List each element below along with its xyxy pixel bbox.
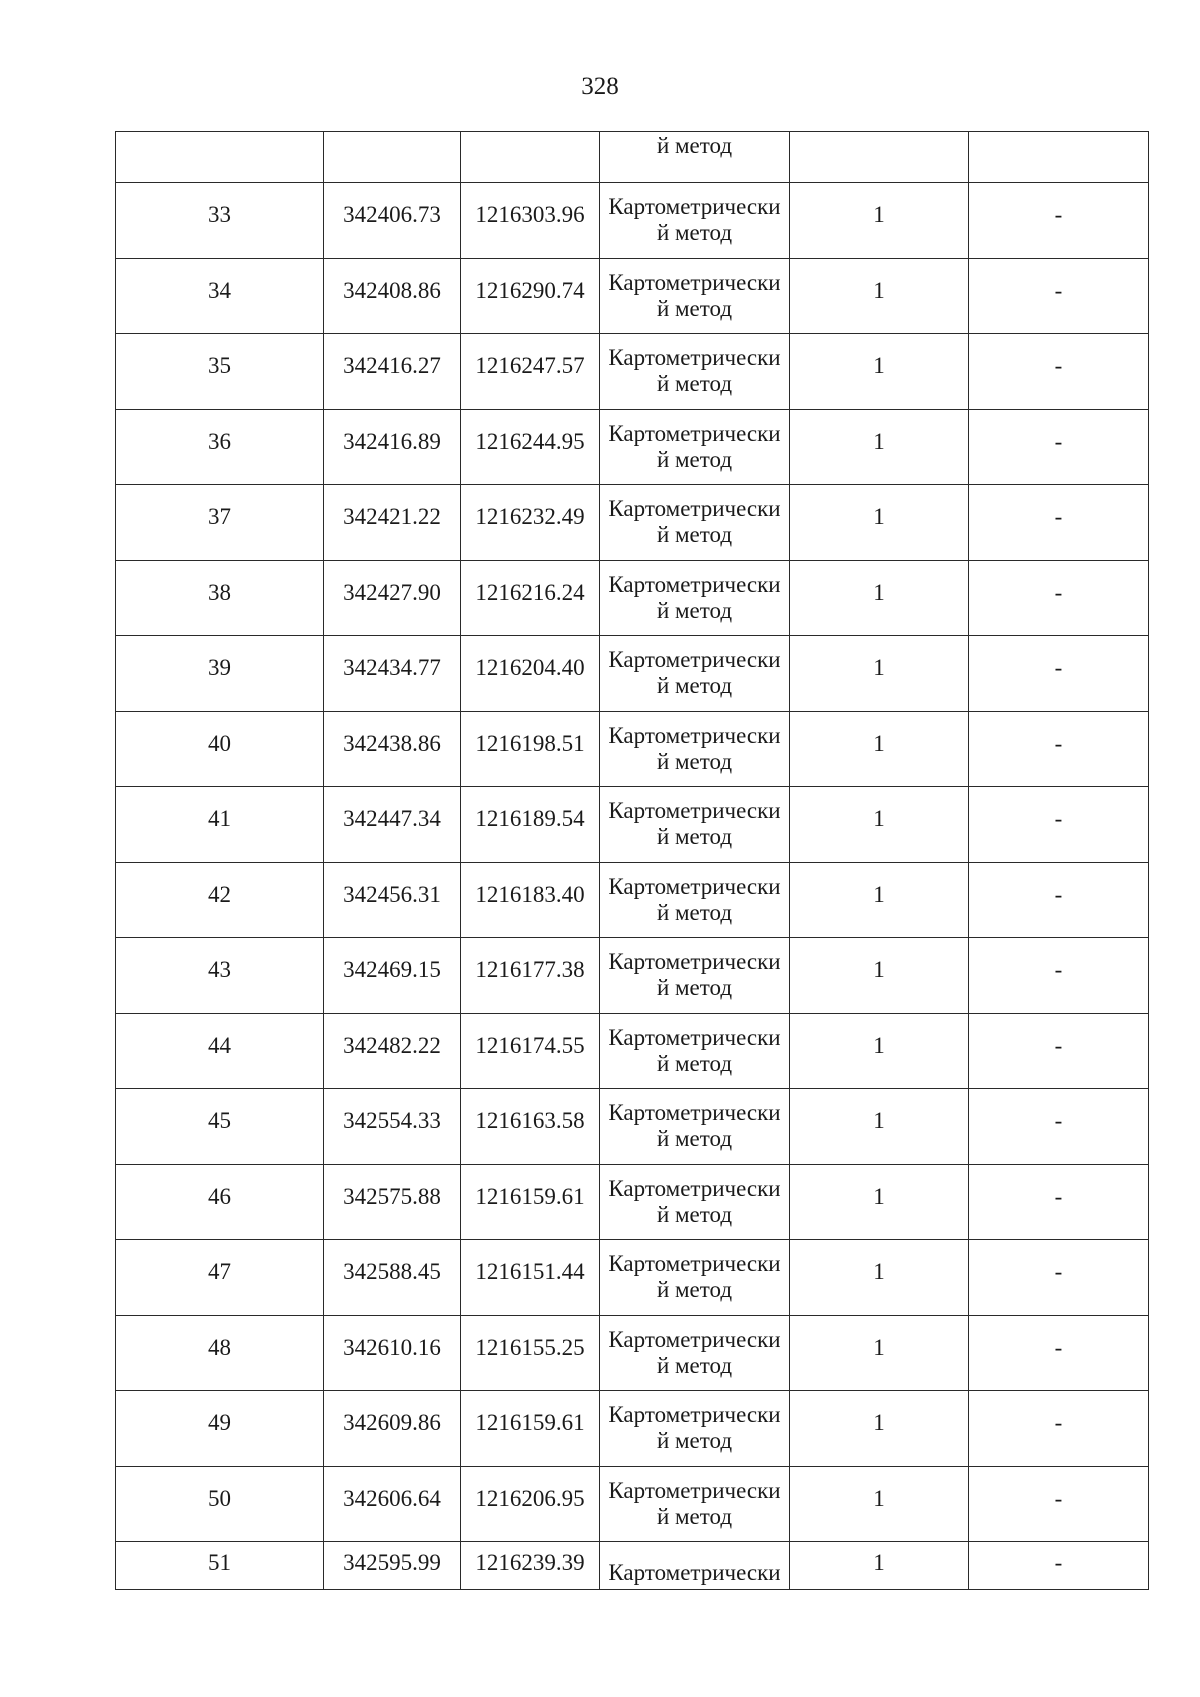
x-coordinate-cell: 342447.34 (324, 787, 461, 863)
y-coordinate-cell: 1216159.61 (461, 1391, 600, 1467)
note-cell: - (969, 409, 1149, 485)
note-cell: - (969, 183, 1149, 259)
table-row-last (116, 1542, 1149, 1590)
accuracy-cell: 1 (790, 711, 969, 787)
accuracy-cell: 1 (790, 862, 969, 938)
y-coordinate-cell: 1216155.25 (461, 1315, 600, 1391)
method-text-line1: Картометрически (608, 571, 781, 597)
method-text-line2: й метод (656, 133, 733, 158)
y-coordinate-cell: 1216151.44 (461, 1240, 600, 1316)
note-cell: - (969, 1391, 1149, 1467)
note-cell: - (969, 938, 1149, 1014)
table-row (116, 862, 1149, 938)
table-row (116, 1164, 1149, 1240)
note-cell: - (969, 334, 1149, 410)
y-coordinate-cell: 1216204.40 (461, 636, 600, 712)
y-coordinate-cell: 1216206.95 (461, 1466, 600, 1542)
method-cell (600, 183, 790, 259)
method-cell (600, 1089, 790, 1165)
x-coordinate-cell: 342408.86 (324, 258, 461, 334)
method-text-line1: Картометрически (608, 269, 781, 295)
method-cell (600, 258, 790, 334)
method-text-line1: Картометрически (608, 873, 781, 899)
point-number-cell: 43 (116, 938, 324, 1014)
table-row (116, 938, 1149, 1014)
method-cell (600, 636, 790, 712)
method-text-line2: й метод (656, 824, 733, 850)
accuracy-cell: 1 (790, 1466, 969, 1542)
y-coordinate-cell: 1216177.38 (461, 938, 600, 1014)
table-row (116, 1240, 1149, 1316)
method-text-line2: й метод (656, 295, 733, 321)
accuracy-cell: 1 (790, 1542, 969, 1590)
method-text-line1: Картометрически (608, 194, 781, 220)
note-cell: - (969, 1164, 1149, 1240)
y-coordinate-cell: 1216189.54 (461, 787, 600, 863)
x-coordinate-cell: 342456.31 (324, 862, 461, 938)
table-row (116, 1315, 1149, 1391)
x-coordinate-cell: 342609.86 (324, 1391, 461, 1467)
y-coordinate-cell: 1216290.74 (461, 258, 600, 334)
method-text-line2: й метод (656, 371, 733, 397)
point-number-cell: 48 (116, 1315, 324, 1391)
y-coordinate-cell: 1216244.95 (461, 409, 600, 485)
point-number-cell: 35 (116, 334, 324, 410)
point-number-cell: 36 (116, 409, 324, 485)
method-cell (600, 1164, 790, 1240)
method-text-line1: Картометрически (608, 1402, 781, 1428)
method-cell (600, 1391, 790, 1467)
accuracy-cell: 1 (790, 183, 969, 259)
accuracy-cell: 1 (790, 560, 969, 636)
method-cell (600, 862, 790, 938)
accuracy-cell: 1 (790, 1089, 969, 1165)
accuracy-cell: 1 (790, 258, 969, 334)
accuracy-cell: 1 (790, 334, 969, 410)
note-cell: - (969, 1089, 1149, 1165)
point-number-cell: 37 (116, 485, 324, 561)
accuracy-cell: 1 (790, 1164, 969, 1240)
note-cell: - (969, 1542, 1149, 1590)
method-cell (600, 1013, 790, 1089)
method-text-line2: й метод (656, 1050, 733, 1076)
table-row (116, 409, 1149, 485)
x-coordinate-cell: 342610.16 (324, 1315, 461, 1391)
x-coordinate-cell: 342595.99 (324, 1542, 461, 1590)
method-text-line2: й метод (656, 220, 733, 246)
y-coordinate-cell: 1216216.24 (461, 560, 600, 636)
method-cell (600, 787, 790, 863)
method-text-line1: Картометрически (608, 1100, 781, 1126)
accuracy-cell: 1 (790, 787, 969, 863)
point-number-cell: 34 (116, 258, 324, 334)
x-coordinate-cell (324, 132, 461, 183)
accuracy-cell (790, 132, 969, 183)
method-text-line2: й метод (656, 446, 733, 472)
method-text-line1: Картометрически (608, 1477, 781, 1503)
point-number-cell: 41 (116, 787, 324, 863)
method-cell (600, 1315, 790, 1391)
point-number-cell: 44 (116, 1013, 324, 1089)
accuracy-cell: 1 (790, 636, 969, 712)
table-row-continuation (116, 132, 1149, 183)
method-text-line1: Картометрически (608, 420, 781, 446)
table-row (116, 1013, 1149, 1089)
y-coordinate-cell: 1216232.49 (461, 485, 600, 561)
x-coordinate-cell: 342416.27 (324, 334, 461, 410)
table-row (116, 711, 1149, 787)
x-coordinate-cell: 342606.64 (324, 1466, 461, 1542)
method-cell (600, 485, 790, 561)
method-text-line2: й метод (656, 673, 733, 699)
point-number-cell: 45 (116, 1089, 324, 1165)
point-number-cell: 46 (116, 1164, 324, 1240)
x-coordinate-cell: 342554.33 (324, 1089, 461, 1165)
method-cell (600, 1466, 790, 1542)
point-number-cell: 38 (116, 560, 324, 636)
method-text-line2: й метод (656, 1352, 733, 1378)
y-coordinate-cell (461, 132, 600, 183)
table-row (116, 787, 1149, 863)
accuracy-cell: 1 (790, 409, 969, 485)
x-coordinate-cell: 342406.73 (324, 183, 461, 259)
method-text-line1: Картометрически (608, 722, 781, 748)
method-text-line2: й метод (656, 597, 733, 623)
table-row (116, 560, 1149, 636)
method-text-line2: й метод (656, 748, 733, 774)
note-cell: - (969, 1013, 1149, 1089)
point-number-cell: 39 (116, 636, 324, 712)
method-text-line1: Картометрически (608, 1251, 781, 1277)
point-number-cell: 42 (116, 862, 324, 938)
method-text-line1: Картометрически (608, 1175, 781, 1201)
method-cell (600, 560, 790, 636)
table-row (116, 258, 1149, 334)
table-row (116, 1466, 1149, 1542)
method-text-line1: Картометрически (608, 949, 781, 975)
method-text-line2: й метод (656, 522, 733, 548)
method-cell (600, 711, 790, 787)
x-coordinate-cell: 342434.77 (324, 636, 461, 712)
point-number-cell: 50 (116, 1466, 324, 1542)
note-cell: - (969, 711, 1149, 787)
x-coordinate-cell: 342427.90 (324, 560, 461, 636)
note-cell (969, 132, 1149, 183)
method-text-line1: Картометрически (608, 496, 781, 522)
y-coordinate-cell: 1216163.58 (461, 1089, 600, 1165)
method-text-line2: й метод (656, 1126, 733, 1152)
x-coordinate-cell: 342482.22 (324, 1013, 461, 1089)
y-coordinate-cell: 1216198.51 (461, 711, 600, 787)
x-coordinate-cell: 342469.15 (324, 938, 461, 1014)
coordinates-table (115, 131, 1149, 1590)
y-coordinate-cell: 1216303.96 (461, 183, 600, 259)
x-coordinate-cell: 342421.22 (324, 485, 461, 561)
method-text-line1: Картометрически (608, 345, 781, 371)
method-cell (600, 334, 790, 410)
note-cell: - (969, 1240, 1149, 1316)
point-number-cell: 51 (116, 1542, 324, 1590)
y-coordinate-cell: 1216159.61 (461, 1164, 600, 1240)
method-text-line2: й метод (656, 1503, 733, 1529)
method-text-line2: й метод (656, 1428, 733, 1454)
x-coordinate-cell: 342575.88 (324, 1164, 461, 1240)
method-text-line2: й метод (656, 975, 733, 1001)
accuracy-cell: 1 (790, 938, 969, 1014)
note-cell: - (969, 636, 1149, 712)
method-cell (600, 1542, 790, 1590)
method-cell (600, 409, 790, 485)
y-coordinate-cell: 1216174.55 (461, 1013, 600, 1089)
note-cell: - (969, 1315, 1149, 1391)
table-row (116, 485, 1149, 561)
method-text-line2: й метод (656, 1201, 733, 1227)
note-cell: - (969, 1466, 1149, 1542)
method-text-line1: Картометрически (608, 647, 781, 673)
note-cell: - (969, 787, 1149, 863)
page-number: 328 (581, 73, 619, 100)
note-cell: - (969, 258, 1149, 334)
method-text-line1: Картометрически (608, 1326, 781, 1352)
method-text-line1: Картометрически (608, 798, 781, 824)
table-row (116, 1089, 1149, 1165)
x-coordinate-cell: 342588.45 (324, 1240, 461, 1316)
accuracy-cell: 1 (790, 1240, 969, 1316)
y-coordinate-cell: 1216247.57 (461, 334, 600, 410)
method-cell (600, 938, 790, 1014)
point-number-cell (116, 132, 324, 183)
method-text-line1: Картометрически (608, 1560, 781, 1585)
accuracy-cell: 1 (790, 485, 969, 561)
accuracy-cell: 1 (790, 1391, 969, 1467)
method-cell (600, 1240, 790, 1316)
table-row (116, 183, 1149, 259)
table-row (116, 636, 1149, 712)
method-text-line2: й метод (656, 1277, 733, 1303)
point-number-cell: 40 (116, 711, 324, 787)
y-coordinate-cell: 1216183.40 (461, 862, 600, 938)
point-number-cell: 47 (116, 1240, 324, 1316)
coordinates-table-body (116, 132, 1149, 1590)
note-cell: - (969, 485, 1149, 561)
method-text-line2: й метод (656, 899, 733, 925)
point-number-cell: 33 (116, 183, 324, 259)
table-row (116, 334, 1149, 410)
accuracy-cell: 1 (790, 1013, 969, 1089)
method-text-line1: Картометрически (608, 1024, 781, 1050)
accuracy-cell: 1 (790, 1315, 969, 1391)
note-cell: - (969, 560, 1149, 636)
note-cell: - (969, 862, 1149, 938)
y-coordinate-cell: 1216239.39 (461, 1542, 600, 1590)
x-coordinate-cell: 342416.89 (324, 409, 461, 485)
table-row (116, 1391, 1149, 1467)
point-number-cell: 49 (116, 1391, 324, 1467)
x-coordinate-cell: 342438.86 (324, 711, 461, 787)
method-cell (600, 132, 790, 183)
